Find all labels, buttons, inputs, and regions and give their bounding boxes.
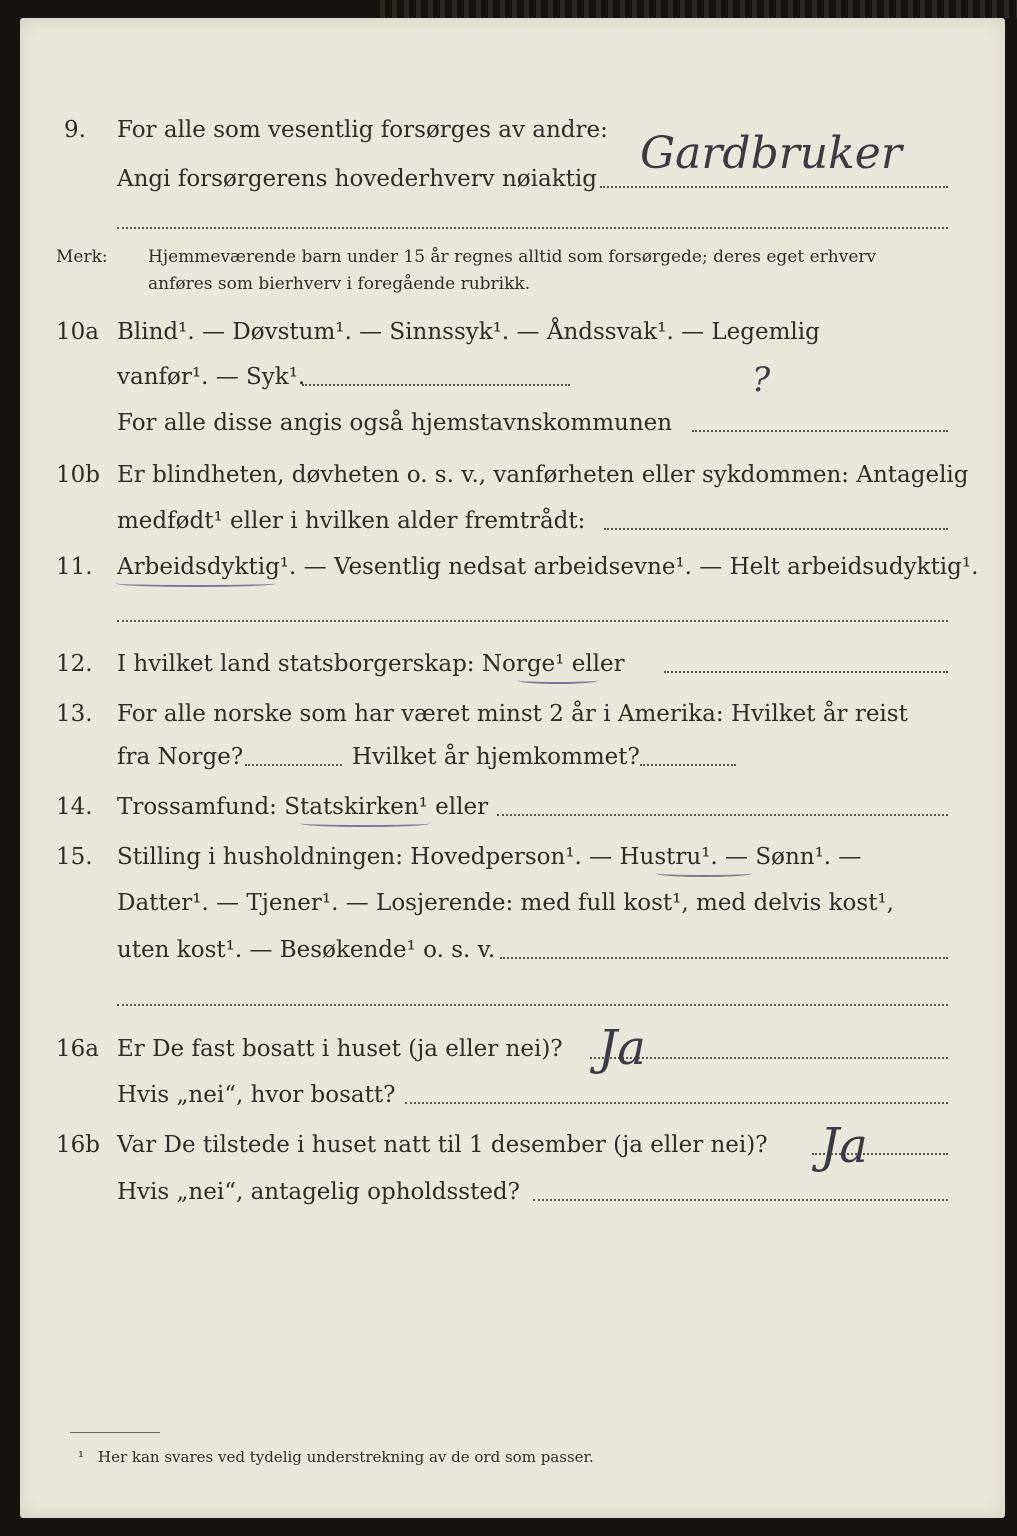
q16a-text-1: Er De fast bosatt i huset (ja eller nei)? [117, 1036, 563, 1062]
q13-right-line [640, 764, 736, 766]
q15-underline-mark [656, 870, 752, 877]
q11-number: 11. [56, 554, 93, 580]
q10a-handwritten-mark: ? [752, 360, 771, 400]
q11-extra-line [117, 620, 948, 622]
q9-text-2: Angi forsørgerens hovederhverv nøiaktig [117, 166, 597, 192]
q10b-answer-line [604, 528, 948, 530]
q16b-handwritten-answer: Ja [820, 1118, 868, 1174]
q10b-text-2: medfødt¹ eller i hvilken alder fremtrådt: [117, 508, 586, 534]
q16b-text-1: Var De tilstede i huset natt til 1 desember (ja eller nei)? [117, 1132, 768, 1158]
q9-number: 9. [64, 117, 86, 143]
q16a-number: 16a [56, 1036, 99, 1062]
q10a-home-line [692, 430, 948, 432]
q9-answer-line [600, 186, 948, 188]
footnote-mark: ¹ [78, 1448, 85, 1466]
q12-underline-mark [518, 677, 598, 684]
q9-handwritten-answer: Gardbruker [640, 128, 902, 179]
q12-text: I hvilket land statsborgerskap: Norge¹ eller [117, 651, 625, 677]
q16a-text-2: Hvis „nei“, hvor bosatt? [117, 1082, 396, 1108]
q11-underline-mark [116, 580, 276, 587]
q12-number: 12. [56, 651, 93, 677]
q15-answer-line [500, 957, 948, 959]
q10a-answer-line [302, 384, 570, 386]
q13-number: 13. [56, 701, 93, 727]
q14-text: Trossamfund: Statskirken¹ eller [117, 794, 489, 820]
footnote-rule [70, 1432, 160, 1433]
q10b-number: 10b [56, 462, 100, 488]
q16a-handwritten-answer: Ja [598, 1020, 646, 1076]
q15-text-1: Stilling i husholdningen: Hovedperson¹. — Hustru¹. — Sønn¹. — [117, 844, 862, 870]
q16b-text-2: Hvis „nei“, antagelig opholdssted? [117, 1179, 520, 1205]
q13-text-2a: fra Norge? [117, 744, 244, 770]
q10b-text-1: Er blindheten, døvheten o. s. v., vanførheten eller sykdommen: Antagelig [117, 462, 969, 488]
q15-extra-line [117, 1004, 948, 1006]
q14-underline-mark [300, 820, 430, 827]
q11-text: Arbeidsdyktig¹. — Vesentlig nedsat arbeidsevne¹. — Helt arbeidsudyktig¹. [117, 554, 979, 580]
q16b-place-line [533, 1199, 948, 1201]
q14-answer-line [497, 814, 948, 816]
merk-text-1: Hjemmeværende barn under 15 år regnes alltid som forsørgede; deres eget erhverv [148, 247, 877, 267]
q13-left-line [245, 764, 342, 766]
q10a-text-3: For alle disse angis også hjemstavnskommunen [117, 410, 673, 436]
q9-extra-line [117, 227, 948, 229]
q12-answer-line [664, 671, 948, 673]
merk-text-2: anføres som bierhverv i foregående rubrikk. [148, 274, 531, 294]
q10a-text-1: Blind¹. — Døvstum¹. — Sinnssyk¹. — Åndssvak¹. — Legemlig [117, 319, 820, 345]
q9-text-1: For alle som vesentlig forsørges av andre: [117, 117, 608, 143]
merk-label: Merk: [56, 247, 108, 267]
q16b-number: 16b [56, 1132, 100, 1158]
q10a-text-2: vanfør¹. — Syk¹. [117, 364, 306, 390]
q13-text-1: For alle norske som har været minst 2 år i Amerika: Hvilket år reist [117, 701, 908, 727]
q16a-where-line [405, 1102, 948, 1104]
q10a-number: 10a [56, 319, 99, 345]
q15-text-3: uten kost¹. — Besøkende¹ o. s. v. [117, 937, 496, 963]
q13-text-2b: Hvilket år hjemkommet? [352, 744, 640, 770]
q14-number: 14. [56, 794, 93, 820]
scan-edge-strip [380, 0, 1017, 18]
q15-number: 15. [56, 844, 93, 870]
footnote-text: Her kan svares ved tydelig understrekning av de ord som passer. [98, 1448, 594, 1466]
q15-text-2: Datter¹. — Tjener¹. — Losjerende: med full kost¹, med delvis kost¹, [117, 890, 894, 916]
